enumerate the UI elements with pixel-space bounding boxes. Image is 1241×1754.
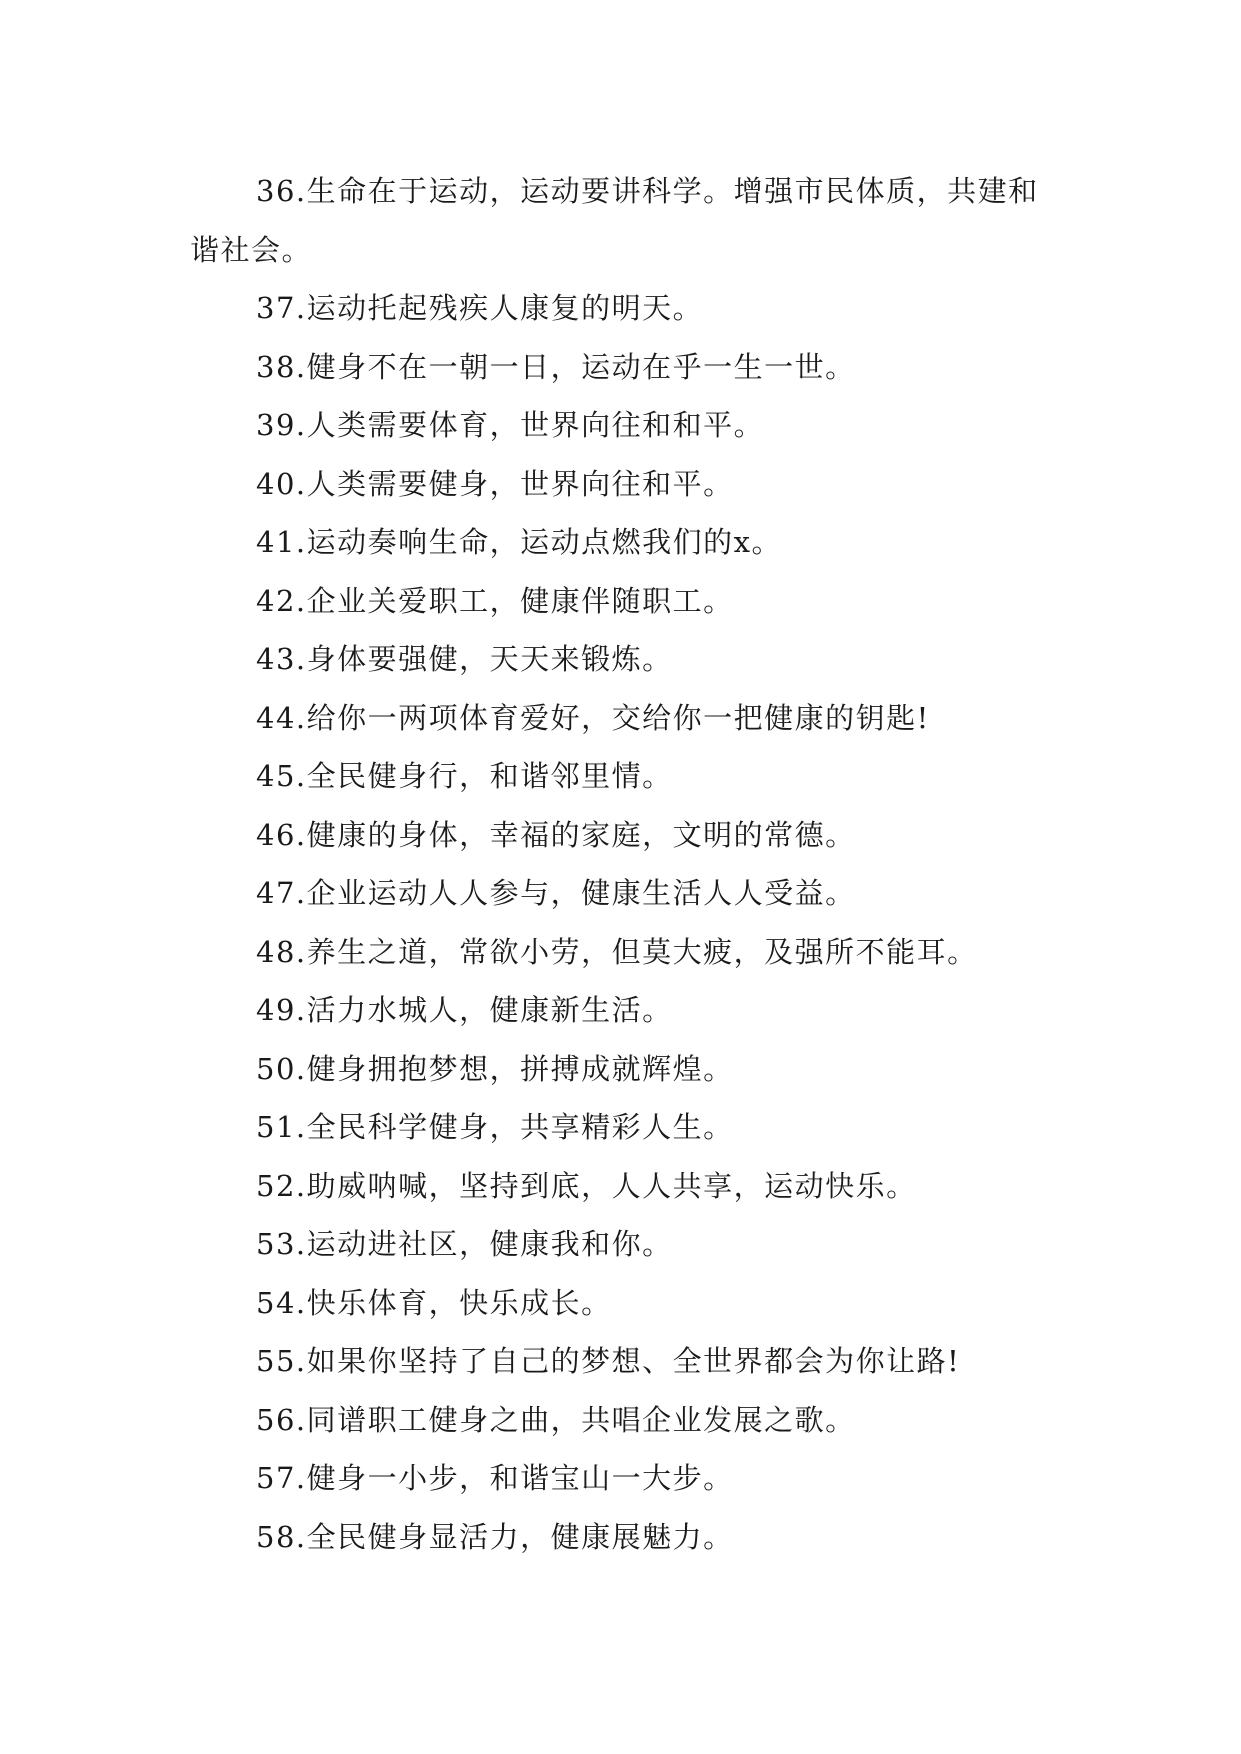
slogan-paragraph: 49.活力水城人，健康新生活。 — [256, 993, 673, 1027]
slogan-paragraph: 58.全民健身显活力，健康展魅力。 — [256, 1519, 734, 1554]
slogan-paragraph: 40.人类需要健身，世界向往和平。 — [256, 466, 734, 501]
slogan-paragraph: 41.运动奏响生命，运动点燃我们的x。 — [256, 525, 782, 559]
slogan-paragraph: 42.企业关爱职工，健康伴随职工。 — [256, 583, 734, 618]
slogan-paragraph: 46.健康的身体，幸福的家庭，文明的常德。 — [256, 817, 856, 852]
slogan-paragraph: 45.全民健身行，和谐邻里情。 — [256, 759, 673, 793]
slogan-paragraph: 43.身体要强健，天天来锻炼。 — [256, 642, 673, 676]
slogan-paragraph: 48.养生之道，常欲小劳，但莫大疲，及强所不能耳。 — [256, 934, 978, 969]
slogan-paragraph: 56.同谱职工健身之曲，共唱企业发展之歌。 — [256, 1402, 856, 1437]
slogan-paragraph: 57.健身一小步，和谐宝山一大步。 — [256, 1461, 734, 1495]
slogan-paragraph: 38.健身不在一朝一日，运动在乎一生一世。 — [256, 349, 856, 384]
slogan-paragraph: 37.运动托起残疾人康复的明天。 — [256, 291, 704, 325]
slogan-paragraph: 53.运动进社区，健康我和你。 — [256, 1227, 673, 1261]
slogan-paragraph: 39.人类需要体育，世界向往和和平。 — [256, 408, 765, 442]
slogan-paragraph: 55.如果你坚持了自己的梦想、全世界都会为你让路! — [256, 1344, 961, 1378]
slogan-paragraph: 44.给你一两项体育爱好，交给你一把健康的钥匙! — [256, 700, 930, 735]
document-body — [190, 162, 1060, 1566]
slogan-paragraph: 36.生命在于运动，运动要讲科学。增强市民体质，共建和谐社会。 — [190, 174, 1039, 267]
slogan-paragraph: 50.健身拥抱梦想，拼搏成就辉煌。 — [256, 1051, 734, 1086]
slogan-paragraph: 51.全民科学健身，共享精彩人生。 — [256, 1110, 734, 1144]
slogan-paragraph: 52.助威呐喊，坚持到底，人人共享，运动快乐。 — [256, 1168, 917, 1203]
slogan-paragraph: 54.快乐体育，快乐成长。 — [256, 1285, 612, 1320]
slogan-paragraph: 47.企业运动人人参与，健康生活人人受益。 — [256, 876, 856, 910]
